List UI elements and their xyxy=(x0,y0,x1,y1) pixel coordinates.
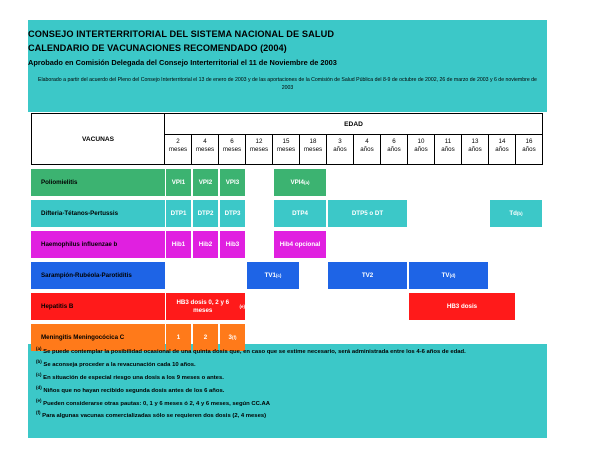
age-unit: meses xyxy=(249,145,269,153)
dose-cell xyxy=(490,200,542,227)
vaccine-row-label: Sarampión-Rubéola-Parotiditis xyxy=(31,262,165,289)
dose-label: VPI1 xyxy=(171,178,186,186)
age-number: 4 xyxy=(365,138,369,145)
dose-label: DTP1 xyxy=(170,209,187,217)
footnote-text: Se aconseja proceder a la revacunación cada 10 años. xyxy=(41,361,196,368)
vacunas-header: VACUNAS xyxy=(31,113,165,165)
vaccine-row-label: Hepatitis B xyxy=(31,293,165,320)
footnote-marker: (d) xyxy=(449,272,456,278)
dose-cell xyxy=(220,200,245,227)
age-number: 16 xyxy=(525,138,533,145)
age-number: 4 xyxy=(203,138,207,145)
dose-label: VPI2 xyxy=(198,178,213,186)
age-column-header xyxy=(435,134,462,165)
dose-label: DTP4 xyxy=(292,209,308,217)
age-column-header xyxy=(192,134,219,165)
age-number: 6 xyxy=(230,138,234,145)
age-number: 2 xyxy=(176,138,180,145)
dose-label: VPI4 xyxy=(290,178,304,186)
dose-cell xyxy=(166,231,191,258)
age-unit: meses xyxy=(168,145,188,153)
vaccine-row-label: Haemophilus influenzae b xyxy=(31,231,165,258)
footnote-mark: (e) xyxy=(36,397,42,403)
vaccine-row-label: Difteria-Tétanos-Pertussis xyxy=(31,200,165,227)
dose-label: TV2 xyxy=(361,271,374,279)
age-number: 3 xyxy=(338,138,342,145)
footnote-mark: (a) xyxy=(36,346,42,351)
footnote-item xyxy=(36,397,541,408)
dose-label: Td xyxy=(509,209,517,217)
dose-label: TV1 xyxy=(264,271,276,279)
age-column-header xyxy=(300,134,327,165)
vaccine-row-label: Poliomielitis xyxy=(31,169,165,196)
age-unit: meses xyxy=(222,145,242,153)
footnote-marker: (b) xyxy=(516,210,523,216)
dose-label: VPI3 xyxy=(225,178,240,186)
age-column-header xyxy=(327,134,354,165)
age-column-header xyxy=(354,134,381,165)
dose-label: Hib1 xyxy=(171,240,186,248)
approval-line: Aprobado en Comisión Delegada del Consejo Interterritorial el 11 de Noviembre de 2003 xyxy=(28,58,337,67)
dose-cell xyxy=(328,262,407,289)
dose-label: DTP5 o DT xyxy=(351,209,384,217)
dose-label: 3 xyxy=(228,333,232,341)
vaccine-row-label: Meningitis Meningocócica C xyxy=(31,324,165,351)
footnote-marker: (c) xyxy=(275,272,282,278)
footnote-item xyxy=(36,345,541,356)
dose-label: TV xyxy=(441,271,450,279)
age-column-header xyxy=(408,134,435,165)
age-number: 13 xyxy=(471,138,479,145)
age-column-header xyxy=(219,134,246,165)
dose-cell xyxy=(409,293,515,320)
dose-cell xyxy=(247,262,299,289)
footnote-marker: (f) xyxy=(231,334,237,340)
footnote-mark: (b) xyxy=(36,358,42,364)
elaboration-note: Elaborado a partir del acuerdo del Pleno del Consejo Interterritorial el 13 de enero de 2003 y de las aportaciones de la Comisión de Salud Pública del 8-9 de octubre de 2002, 26 de marzo de 2003 y 6 de noviembre de 2003 xyxy=(38,77,537,91)
dose-cell xyxy=(166,169,191,196)
dose-cell xyxy=(274,200,326,227)
dose-cell xyxy=(274,231,326,258)
dose-cell xyxy=(193,169,218,196)
footnote-mark: (c) xyxy=(36,371,42,377)
dose-label: Hib3 xyxy=(225,240,240,248)
footnote-text: Niños que no hayan recibido segunda dosis antes de los 6 años. xyxy=(41,387,225,394)
age-unit: años xyxy=(387,145,401,153)
age-number: 10 xyxy=(417,138,425,145)
dose-label: HB3 dosis xyxy=(446,302,478,310)
dose-cell xyxy=(166,200,191,227)
age-unit: meses xyxy=(303,145,323,153)
age-column-header xyxy=(489,134,516,165)
dose-cell xyxy=(328,200,407,227)
edad-header: EDAD xyxy=(165,113,543,135)
dose-cell xyxy=(166,293,245,320)
age-unit: años xyxy=(441,145,455,153)
footnote-item xyxy=(36,371,541,382)
age-unit: años xyxy=(414,145,428,153)
footnote-marker: (e) xyxy=(239,303,245,309)
footnote-mark: (f) xyxy=(36,410,41,416)
footnote-text: En situación de especial riesgo una dosis a los 9 meses o antes. xyxy=(41,374,224,381)
age-unit: meses xyxy=(276,145,296,153)
age-number: 18 xyxy=(309,138,317,145)
footnotes xyxy=(36,345,541,422)
age-number: 14 xyxy=(498,138,506,145)
dose-cell xyxy=(220,231,245,258)
age-unit: años xyxy=(333,145,347,153)
age-column-header xyxy=(246,134,273,165)
footnote-item xyxy=(36,409,541,420)
footnote-item xyxy=(36,384,541,395)
age-unit: años xyxy=(522,145,536,153)
dose-cell xyxy=(193,200,218,227)
age-unit: años xyxy=(495,145,509,153)
age-unit: años xyxy=(468,145,482,153)
dose-label: DTP3 xyxy=(224,209,241,217)
age-number: 6 xyxy=(392,138,396,145)
dose-label: DTP2 xyxy=(197,209,214,217)
footnote-text: Pueden considerarse otras pautas: 0, 1 y 6 meses ó 2, 4 y 6 meses, según CC.AA xyxy=(41,400,271,407)
age-column-header xyxy=(462,134,489,165)
dose-label: HB3 dosis 0, 2 y 6 meses xyxy=(176,298,230,314)
age-column-header xyxy=(165,134,192,165)
vaccination-table xyxy=(28,112,547,344)
footnote-marker: (a) xyxy=(303,179,310,185)
calendar-panel xyxy=(28,20,547,438)
title-council: CONSEJO INTERTERRITORIAL DEL SISTEMA NACIONAL DE SALUD xyxy=(28,29,335,39)
dose-cell xyxy=(193,231,218,258)
age-number: 12 xyxy=(255,138,263,145)
age-number: 11 xyxy=(444,138,452,145)
dose-cell xyxy=(274,169,326,196)
age-number: 15 xyxy=(282,138,290,145)
dose-cell xyxy=(409,262,488,289)
age-column-header xyxy=(273,134,300,165)
age-unit: meses xyxy=(195,145,215,153)
dose-label: Hib2 xyxy=(198,240,213,248)
age-column-header xyxy=(381,134,408,165)
footnote-text: Para algunas vacunas comercializadas sólo se requieren dos dosis (2, 4 meses) xyxy=(40,413,267,420)
footnote-text: Se puede contemplar la posibilidad ocasional de una quinta dosis que, en caso que se estime necesario, será administrada entre los 4-6 años de edad. xyxy=(41,348,466,355)
dose-label: Hib4 opcional xyxy=(279,240,321,248)
dose-cell xyxy=(220,169,245,196)
footnote-item xyxy=(36,358,541,369)
dose-label: 1 xyxy=(176,333,181,341)
title-calendar: CALENDARIO DE VACUNACIONES RECOMENDADO (2004) xyxy=(28,43,287,53)
age-column-header xyxy=(516,134,543,165)
dose-label: 2 xyxy=(203,333,208,341)
footnote-mark: (d) xyxy=(36,384,42,390)
age-unit: años xyxy=(360,145,374,153)
